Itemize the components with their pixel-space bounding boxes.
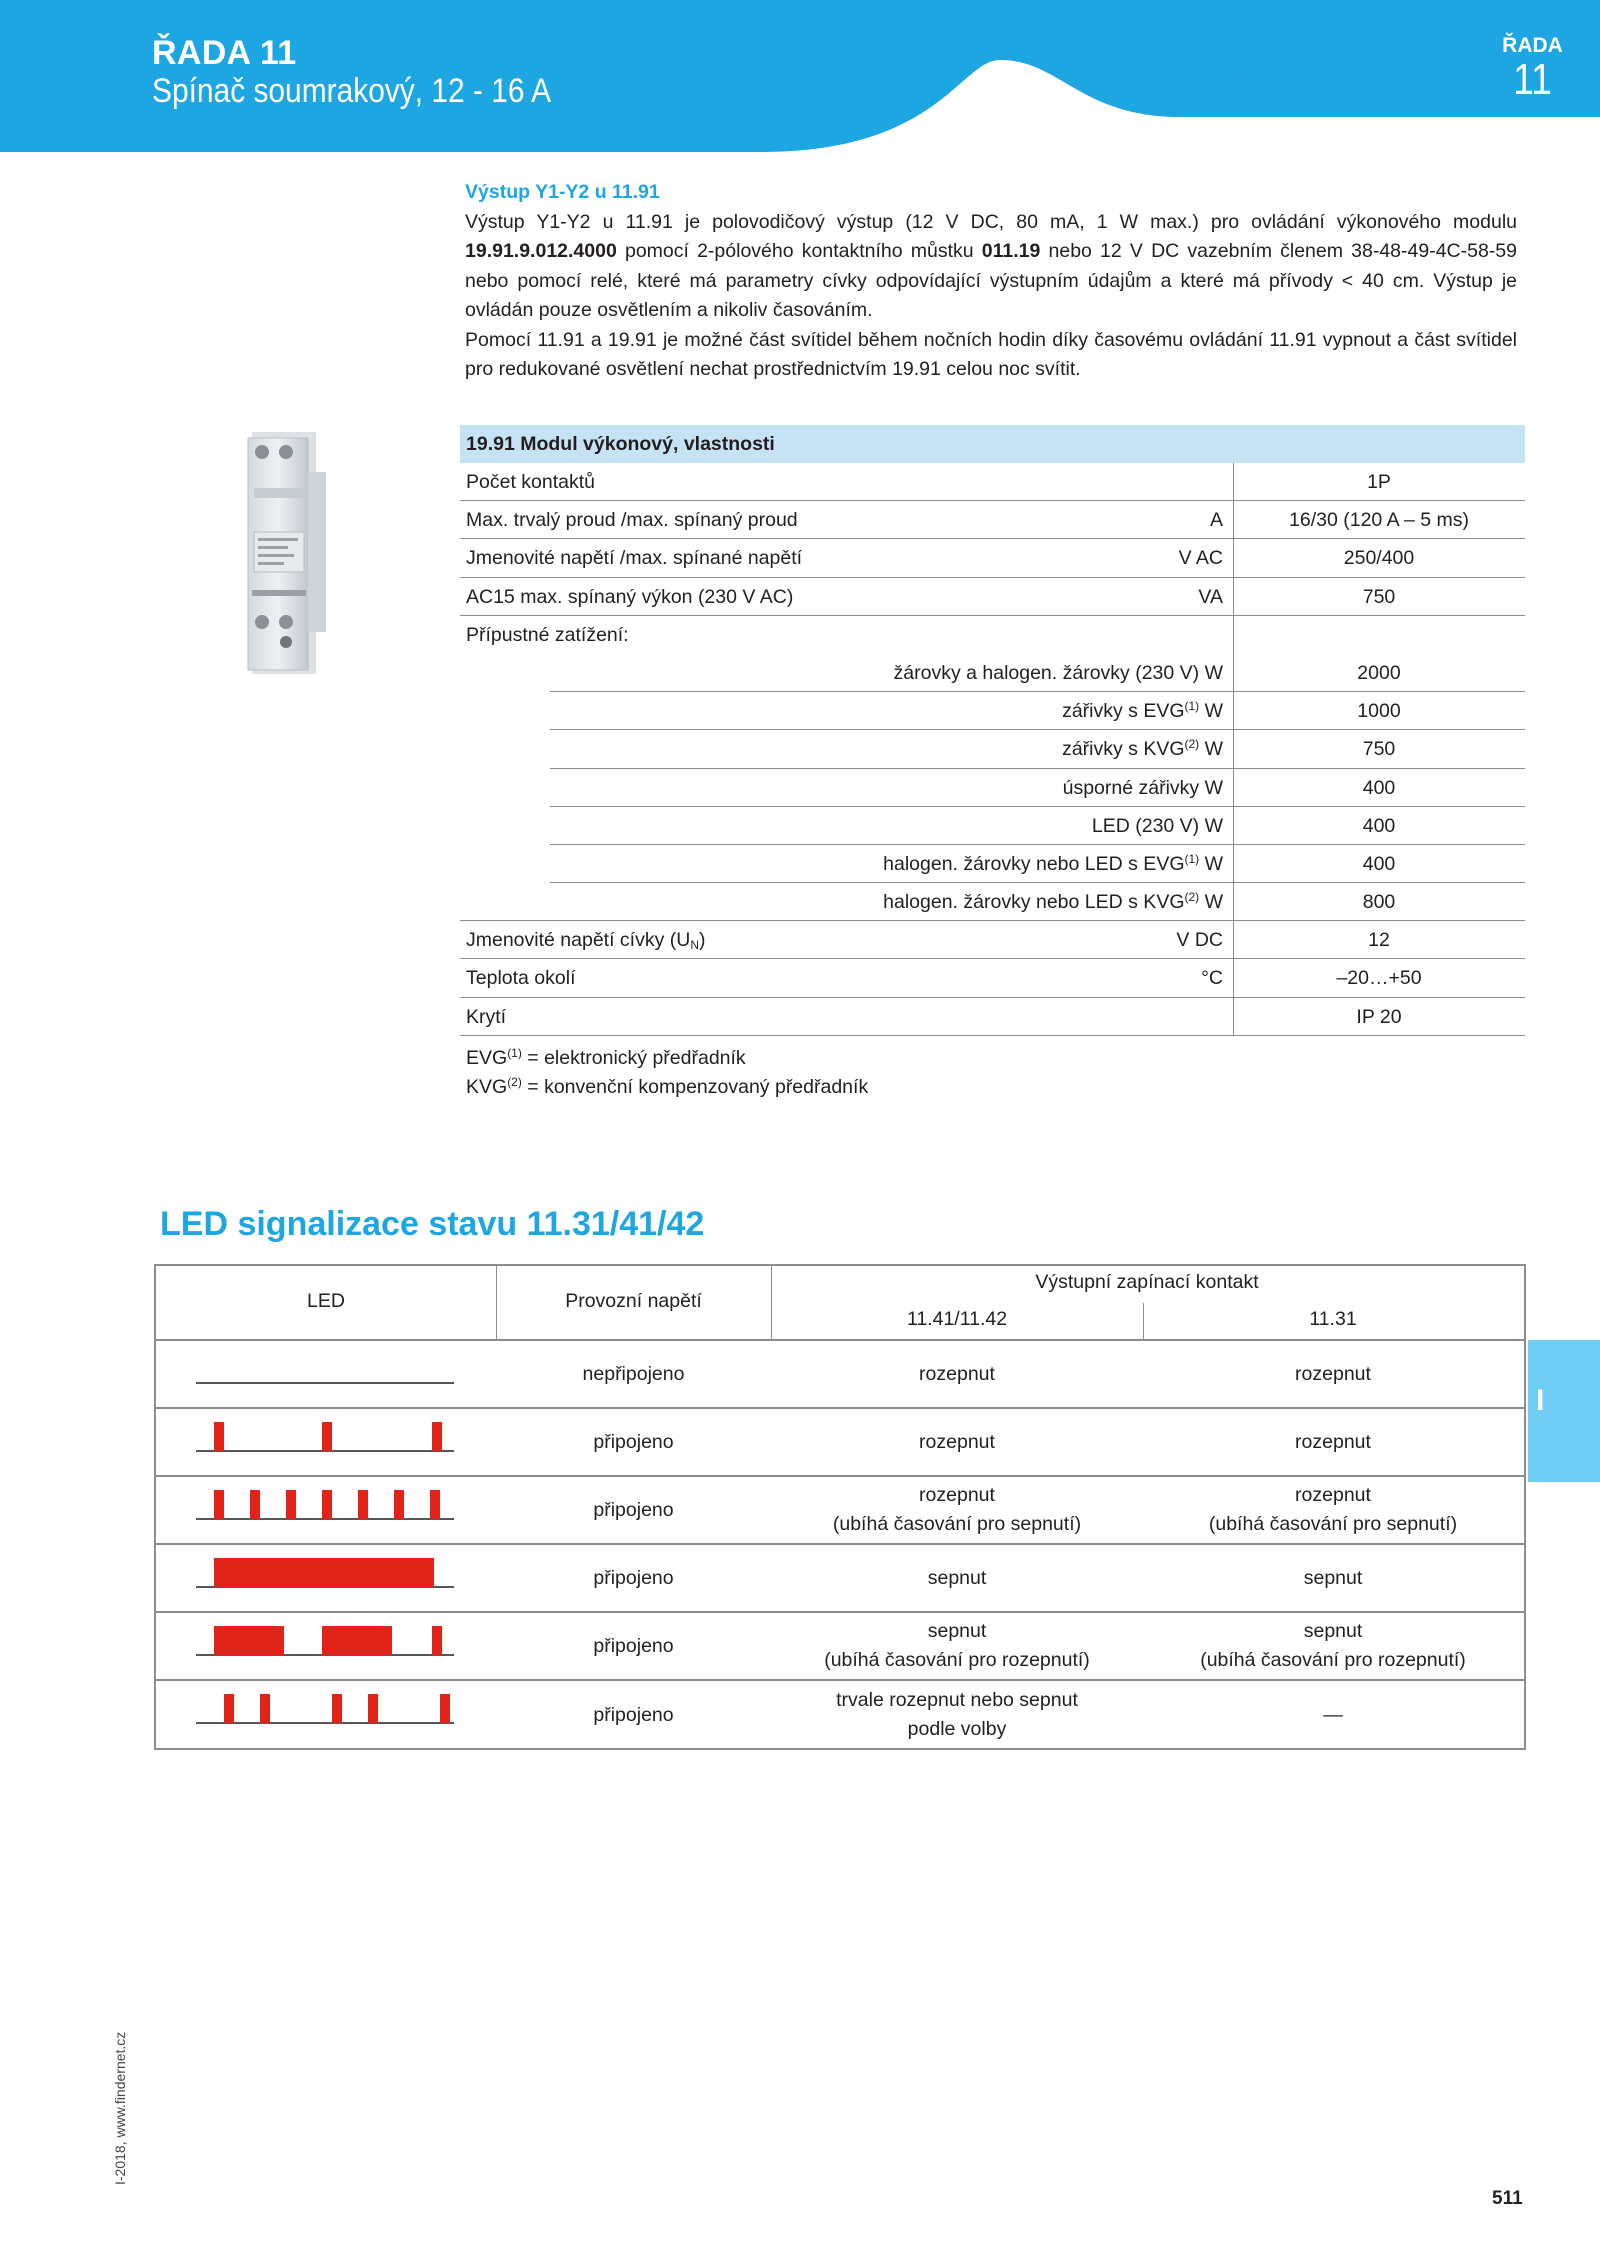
output-b-cell-text: sepnut — [1303, 1566, 1363, 1589]
output-b-cell — [1143, 1613, 1523, 1679]
row-label: AC15 max. spínaný výkon (230 V AC) — [466, 585, 794, 608]
module-properties-table — [460, 425, 1525, 1102]
led-pulse — [224, 1694, 234, 1723]
led-pulse — [286, 1490, 296, 1519]
supply-cell — [496, 1681, 771, 1749]
output-a-cell-text: sepnut — [927, 1566, 987, 1589]
led-pulse — [322, 1422, 332, 1451]
led-pulse — [432, 1422, 442, 1451]
row-contacts — [460, 463, 1525, 501]
intro-paragraph-1 — [465, 208, 1517, 326]
led-status-table — [154, 1264, 1526, 1750]
row-label: halogen. žárovky nebo LED s KVG$^{(2)}$ W — [883, 890, 1223, 914]
led-pulse — [430, 1490, 440, 1519]
series-tab-number: 11 — [1513, 55, 1552, 104]
intro-section — [465, 178, 1517, 385]
led-pulse — [322, 1626, 392, 1655]
row-label: Teplota okolí — [466, 967, 576, 990]
output-a-cell-text: rozepnut — [919, 1362, 995, 1385]
output-b-cell-text: rozepnut — [1295, 1362, 1371, 1385]
row-cfl — [460, 769, 1525, 807]
module-table-title: 19.91 Modul výkonový, vlastnosti — [460, 425, 1525, 463]
intro-text: pomocí 2-pólového kontaktního můstku — [616, 240, 982, 262]
power-module-image — [218, 432, 350, 674]
row-unit: VA — [1198, 585, 1223, 608]
row-value: 12 — [1368, 929, 1390, 952]
row-unit: V AC — [1178, 547, 1223, 570]
led-pulse — [214, 1558, 434, 1587]
row-power — [460, 578, 1525, 616]
output-b-cell — [1143, 1681, 1523, 1749]
row-label: Max. trvalý proud /max. spínaný proud — [466, 509, 798, 532]
output-a-cell — [771, 1409, 1143, 1475]
intro-text: nebo 12 V DC vazebním členem 38-48-49-4C-58-59 nebo pomocí relé, které má parametry cívky odpovídající výstupním údajům a které má přívody < 40 cm. Výstup je ovládán pouze osvětlením a nikoliv časováním. — [465, 240, 1517, 321]
output-a-cell-text: rozepnut — [919, 1484, 995, 1506]
led-pattern-single-short-pulses — [196, 1409, 456, 1477]
led-pattern-fast-short-pulses — [196, 1477, 456, 1545]
output-b-cell-text: (ubíhá časování pro sepnutí) — [1208, 1513, 1458, 1535]
row-value: 400 — [1362, 852, 1396, 875]
row-label: Jmenovité napětí cívky $(U_N)$ — [466, 929, 706, 953]
series-title: ŘADA 11 — [152, 34, 297, 72]
row-value: 750 — [1362, 738, 1396, 761]
header-output-a: 11.41/11.42 — [906, 1308, 1008, 1330]
supply-cell — [496, 1613, 771, 1679]
led-pulse — [322, 1490, 332, 1519]
supply-cell-text: připojeno — [593, 1634, 674, 1657]
footer-copyright: I-2018, www.findernet.cz — [112, 2031, 128, 2185]
row-value: 750 — [1362, 585, 1396, 608]
side-tab-letter: I — [1536, 1384, 1545, 1417]
output-a-cell-text: (ubíhá časování pro sepnutí) — [832, 1513, 1082, 1535]
output-a-cell-text: rozepnut — [919, 1430, 995, 1453]
row-label: žárovky a halogen. žárovky (230 V) W — [893, 661, 1223, 684]
led-pulse — [214, 1490, 224, 1519]
row-coil-voltage — [460, 921, 1525, 959]
output-b-cell — [1143, 1477, 1523, 1543]
led-table-header — [156, 1266, 1524, 1341]
output-b-cell — [1143, 1545, 1523, 1611]
output-a-cell-text: sepnut — [927, 1620, 987, 1642]
led-pulse — [432, 1626, 442, 1655]
intro-text: Výstup Y1-Y2 u 11.91 je polovodičový výstup (12 V DC, 80 mA, 1 W max.) pro ovládání výkonového modulu — [465, 210, 1517, 233]
row-value: IP 20 — [1356, 1005, 1402, 1028]
output-b-cell — [1143, 1341, 1523, 1407]
led-section-heading: LED signalizace stavu 11.31/41/42 — [160, 1205, 705, 1243]
led-pattern-steady-on — [196, 1545, 456, 1613]
header-supply: Provozní napětí — [565, 1290, 702, 1312]
row-label: LED (230 V) W — [1091, 814, 1223, 837]
output-b-cell-text: sepnut — [1303, 1620, 1363, 1642]
row-value: 250/400 — [1343, 547, 1415, 570]
section-side-tab — [1528, 1340, 1600, 1482]
logo-text: finder — [1199, 57, 1319, 106]
supply-cell-text: nepřipojeno — [582, 1362, 685, 1385]
led-pulse — [260, 1694, 270, 1723]
module-code: 19.91.9.012.4000 — [465, 240, 617, 262]
supply-cell-text: připojeno — [593, 1498, 674, 1521]
supply-cell-text: připojeno — [593, 1566, 674, 1589]
series-tab — [1465, 0, 1600, 117]
note-kvg: $KVG^{(2)}$ = konvenční kompenzovaný předřadník — [466, 1074, 869, 1098]
led-pulse — [250, 1490, 260, 1519]
row-unit: V DC — [1176, 929, 1223, 952]
row-label: Krytí — [466, 1005, 507, 1028]
row-load-heading — [460, 616, 1525, 654]
led-pattern-long-on-short-off — [196, 1613, 456, 1681]
row-label: úsporné zářivky W — [1062, 776, 1223, 799]
intro-paragraph-2: Pomocí 11.91 a 19.91 je možné část svítidel během nočních hodin díky časovému ovládání 11.91 vypnout a část svítidel pro redukované osvětlení nechat prostřednictvím 19.91 celou noc svítit. — [465, 328, 1517, 380]
led-row — [156, 1613, 1524, 1681]
note-evg: $EVG^{(1)}$ = elektronický předřadník — [466, 1045, 746, 1069]
led-row — [156, 1681, 1524, 1749]
supply-cell-text: připojeno — [593, 1703, 674, 1726]
output-b-cell-text: — — [1323, 1703, 1343, 1726]
series-subtitle: Spínač soumrakový, 12 - 16 A — [152, 72, 552, 110]
output-a-cell — [771, 1341, 1143, 1407]
bridge-code: 011.19 — [981, 240, 1041, 262]
row-label: zářivky s KVG$^{(2)}$ W — [1062, 737, 1223, 761]
row-temperature — [460, 959, 1525, 997]
row-fluor-evg — [460, 692, 1525, 730]
led-pulse — [214, 1422, 224, 1451]
led-pulse — [332, 1694, 342, 1723]
page-number: 511 — [1492, 2188, 1523, 2209]
row-label: Přípustné zatížení: — [466, 623, 629, 646]
led-pattern-double-pulses — [196, 1681, 456, 1749]
row-value: 16/30 (120 A – 5 ms) — [1289, 509, 1469, 532]
led-pulse — [214, 1626, 284, 1655]
row-label: zářivky s EVG$^{(1)}$ W — [1062, 699, 1223, 723]
output-a-cell — [771, 1681, 1143, 1749]
led-row — [156, 1477, 1524, 1545]
row-value: 800 — [1362, 891, 1396, 914]
page-header — [0, 0, 1600, 155]
row-halogen-kvg — [460, 883, 1525, 921]
row-value: 1000 — [1357, 700, 1401, 723]
table-notes — [460, 1044, 1525, 1102]
header-output-b: 11.31 — [1309, 1308, 1357, 1330]
supply-cell — [496, 1545, 771, 1611]
supply-cell — [496, 1477, 771, 1543]
output-b-cell-text: (ubíhá časování pro rozepnutí) — [1200, 1649, 1466, 1671]
led-pattern-off — [196, 1341, 456, 1409]
output-b-cell — [1143, 1409, 1523, 1475]
led-row — [156, 1409, 1524, 1477]
finder-logo-icon — [1133, 53, 1191, 111]
supply-cell — [496, 1409, 771, 1475]
header-grid — [156, 1266, 1524, 1339]
output-b-cell-text: rozepnut — [1295, 1484, 1371, 1506]
led-pulse — [368, 1694, 378, 1723]
row-value: 1P — [1367, 471, 1391, 493]
row-value: 400 — [1362, 776, 1396, 799]
row-unit: °C — [1201, 967, 1223, 990]
row-label: Jmenovité napětí /max. spínané napětí — [466, 547, 803, 570]
row-voltage — [460, 539, 1525, 577]
row-value: 2000 — [1357, 661, 1401, 684]
row-led — [460, 807, 1525, 845]
row-protection — [460, 998, 1525, 1036]
row-halogen-evg — [460, 845, 1525, 883]
output-a-cell-text: podle volby — [907, 1718, 1007, 1740]
header-output: Výstupní zapínací kontakt — [1035, 1271, 1259, 1293]
row-unit: A — [1209, 509, 1223, 532]
row-label: Počet kontaktů — [466, 471, 595, 493]
row-label: halogen. žárovky nebo LED s EVG$^{(1)}$ W — [883, 851, 1223, 875]
led-pulse — [358, 1490, 368, 1519]
output-a-cell-text: (ubíhá časování pro rozepnutí) — [824, 1649, 1090, 1671]
row-value: 400 — [1362, 814, 1396, 837]
supply-cell — [496, 1341, 771, 1407]
led-row — [156, 1341, 1524, 1409]
output-b-cell-text: rozepnut — [1295, 1430, 1371, 1453]
finder-logo — [1133, 53, 1318, 111]
output-a-cell — [771, 1477, 1143, 1543]
output-a-cell — [771, 1545, 1143, 1611]
row-value: –20…+50 — [1336, 967, 1422, 990]
row-incandescent — [460, 654, 1525, 692]
led-row — [156, 1545, 1524, 1613]
supply-cell-text: připojeno — [593, 1430, 674, 1453]
led-pulse — [440, 1694, 450, 1723]
header-led: LED — [307, 1290, 345, 1312]
series-tab-label: ŘADA — [1502, 34, 1563, 57]
led-pulse — [394, 1490, 404, 1519]
output-a-cell — [771, 1613, 1143, 1679]
row-current — [460, 501, 1525, 539]
output-a-cell-text: trvale rozepnut nebo sepnut — [836, 1689, 1078, 1711]
row-fluor-kvg — [460, 730, 1525, 768]
intro-heading: Výstup Y1-Y2 u 11.91 — [465, 181, 660, 203]
